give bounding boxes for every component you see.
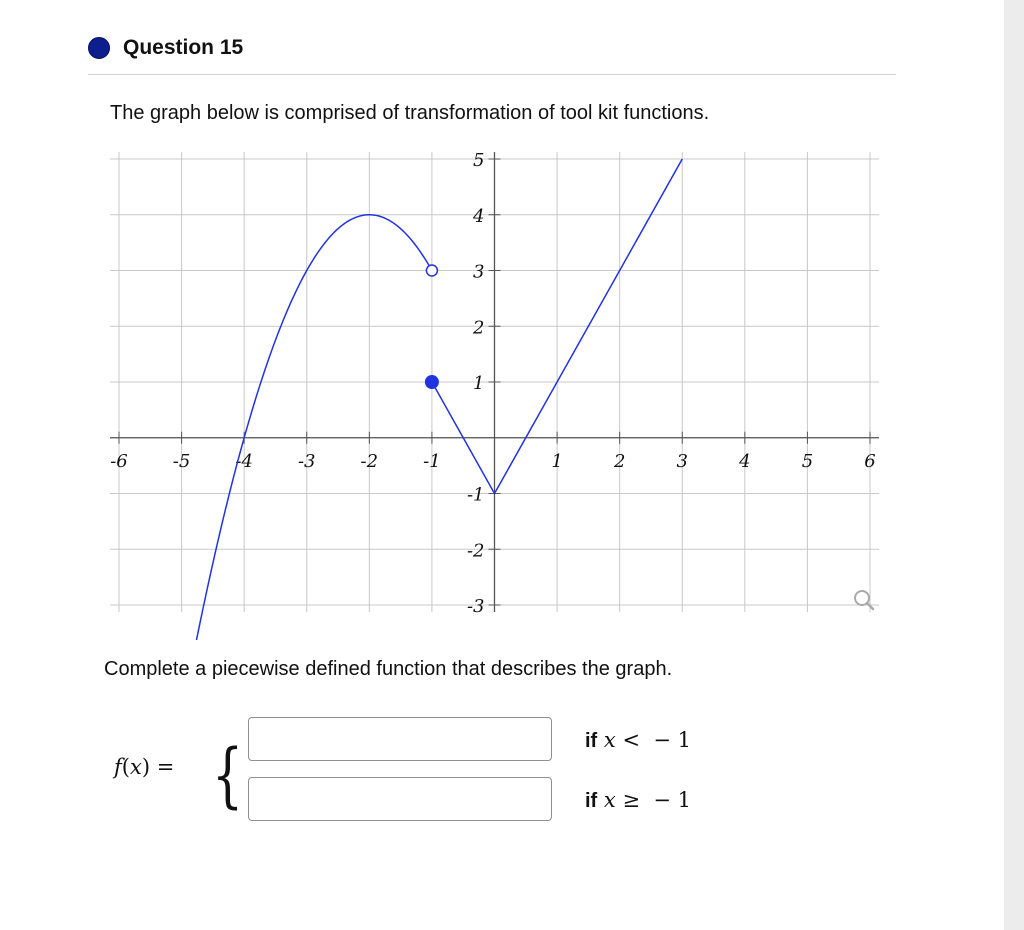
y-tick-label: -1 (466, 484, 485, 506)
x-tick-label: -1 (423, 450, 441, 472)
closed-endpoint (425, 376, 438, 389)
y-tick-label: -2 (466, 540, 485, 562)
graph-tick-labels (110, 150, 876, 617)
y-tick-label: 1 (473, 373, 485, 394)
piece-1-condition: if x < − 1 (585, 728, 692, 752)
x-tick-label: 6 (864, 450, 876, 472)
window-scrollbar-strip (1004, 0, 1024, 930)
y-tick-label: -3 (466, 596, 485, 617)
intro-text: The graph below is comprised of transformation of tool kit functions. (110, 102, 710, 124)
y-tick-label: 3 (473, 261, 485, 283)
series-1-curve (185, 215, 432, 640)
x-tick-label: -6 (110, 450, 128, 472)
function-open-paren: ( (121, 755, 130, 779)
open-endpoint (426, 265, 437, 276)
piece-2-input[interactable] (248, 777, 552, 821)
x-tick-label: 5 (801, 450, 814, 472)
function-variable: x (129, 755, 142, 779)
y-tick-label: 5 (473, 150, 485, 171)
piecewise-brace: { (212, 734, 244, 816)
y-tick-label: 2 (473, 317, 485, 339)
x-tick-label: 2 (613, 450, 626, 472)
x-tick-label: -2 (360, 450, 379, 472)
piece-2-condition: if x ≥ − 1 (585, 788, 692, 812)
x-tick-label: -4 (235, 450, 253, 472)
x-tick-label: -3 (297, 450, 316, 472)
graph-curves (185, 159, 683, 640)
y-tick-label: 4 (473, 205, 485, 227)
piece-1-input[interactable] (248, 717, 552, 761)
instruction-text: Complete a piecewise defined function that describes the graph. (104, 658, 673, 680)
x-tick-label: 3 (676, 450, 688, 472)
x-tick-label: 4 (739, 450, 751, 472)
equals-sign: = (156, 755, 175, 779)
function-label (114, 755, 174, 779)
function-name: f (114, 755, 122, 779)
question-title: Question 15 (123, 36, 244, 59)
function-close-paren: ) (141, 755, 151, 779)
x-tick-label: 1 (551, 450, 563, 472)
x-tick-label: -5 (172, 450, 191, 472)
